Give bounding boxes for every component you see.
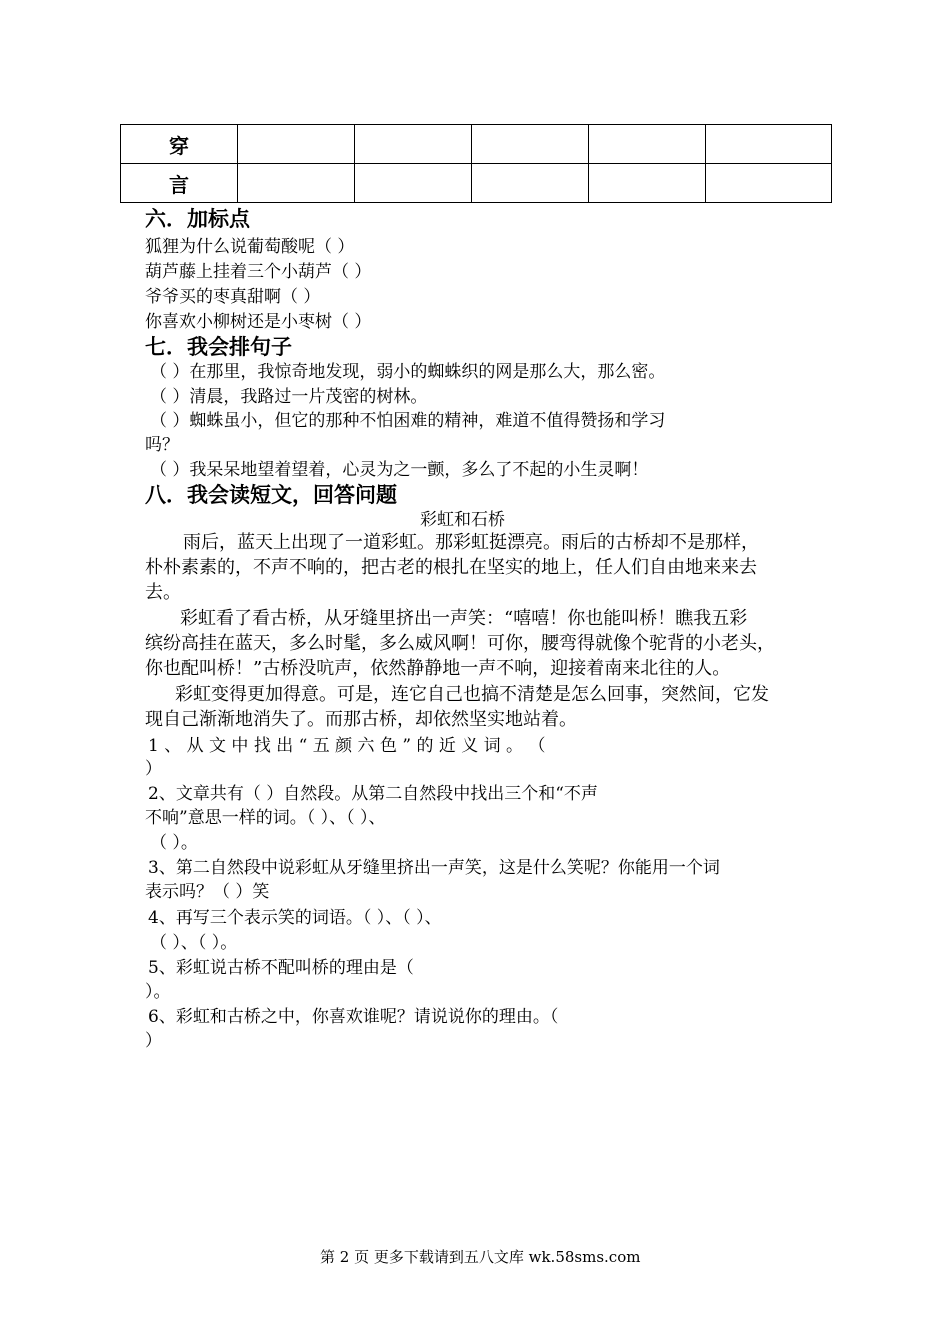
table-row [121, 125, 832, 164]
section6-line: 葫芦藤上挂着三个小葫芦（ ） [145, 262, 372, 282]
table-blank-cell[interactable] [238, 164, 355, 203]
story-line: 你也配叫桥！”古桥没吭声，依然静静地一声不响，迎接着南来北往的人。 [145, 658, 731, 679]
story-line: 彩虹变得更加得意。可是，连它自己也搞不清楚是怎么回事，突然间，它发 [175, 684, 769, 705]
question-line: 4、再写三个表示笑的词语。（ ）、（ ）、 [148, 908, 442, 928]
section7-line: （ ）清晨，我路过一片茂密的树林。 [150, 387, 428, 407]
question-line: 6、彩虹和古桥之中，你喜欢谁呢？请说说你的理由。（ [148, 1007, 559, 1027]
table-blank-cell[interactable] [355, 125, 472, 164]
question-line: ）。 [145, 982, 171, 1002]
question-line: （ ）、（ ）。 [150, 933, 238, 953]
question-line: （ ）。 [150, 833, 198, 853]
story-title: 彩虹和石桥 [420, 510, 505, 530]
table-blank-cell[interactable] [706, 164, 832, 203]
section7-title: 七．我会排句子 [145, 334, 292, 359]
question-line: 不响”意思一样的词。（ ）、（ ）、 [145, 808, 386, 828]
section7-line: （ ）我呆呆地望着望着，心灵为之一颤，多么了不起的小生灵啊！ [150, 460, 649, 480]
section6-title: 六．加标点 [145, 206, 250, 231]
table-blank-cell[interactable] [472, 125, 589, 164]
page-footer: 第 2 页 更多下载请到五八文库 wk.58sms.com [320, 1248, 641, 1266]
section6-line: 狐狸为什么说葡萄酸呢（ ） [145, 237, 355, 257]
question-line: 5、彩虹说古桥不配叫桥的理由是（ [148, 958, 414, 978]
question-line: ） [145, 759, 162, 779]
question-line: 1 、 从 文 中 找 出 “ 五 颜 六 色 ” 的 近 义 词 。 （ [148, 736, 546, 756]
table-blank-cell[interactable] [472, 164, 589, 203]
table-char-cell: 穿 [121, 125, 238, 164]
story-line: 雨后，蓝天上出现了一道彩虹。那彩虹挺漂亮。雨后的古桥却不是那样， [183, 532, 759, 553]
story-line: 现自己渐渐地消失了。而那古桥，却依然坚实地站着。 [145, 709, 577, 730]
section6-line: 爷爷买的枣真甜啊（ ） [145, 287, 321, 307]
table-blank-cell[interactable] [589, 164, 706, 203]
story-line: 彩虹看了看古桥，从牙缝里挤出一声笑：“嘻嘻！你也能叫桥！瞧我五彩 [180, 608, 748, 629]
table-blank-cell[interactable] [589, 125, 706, 164]
table-row [121, 164, 832, 203]
question-line: 3、第二自然段中说彩虹从牙缝里挤出一声笑，这是什么笑呢？你能用一个词 [148, 858, 720, 878]
table-blank-cell[interactable] [238, 125, 355, 164]
table-char-cell: 言 [121, 164, 238, 203]
question-line: ） [145, 1031, 162, 1051]
character-table [120, 124, 832, 203]
story-line: 去。 [145, 582, 181, 603]
story-line: 朴朴素素的，不声不响的，把古老的根扎在坚实的地上，任人们自由地来来去 [145, 557, 757, 578]
table-blank-cell[interactable] [706, 125, 832, 164]
section8-title: 八．我会读短文，回答问题 [145, 482, 397, 507]
section7-line: （ ）在那里，我惊奇地发现，弱小的蜘蛛织的网是那么大，那么密。 [150, 362, 666, 382]
section6-line: 你喜欢小柳树还是小枣树（ ） [145, 312, 372, 332]
table-blank-cell[interactable] [355, 164, 472, 203]
question-line: 表示吗？（ ）笑 [145, 882, 270, 902]
section7-line: 吗？ [145, 435, 179, 455]
story-line: 缤纷高挂在蓝天，多么时髦，多么威风啊！可你，腰弯得就像个驼背的小老头， [145, 633, 775, 654]
section7-line: （ ）蜘蛛虽小，但它的那种不怕困难的精神，难道不值得赞扬和学习 [150, 411, 666, 431]
question-line: 2、文章共有（ ）自然段。从第二自然段中找出三个和“不声 [148, 784, 598, 804]
